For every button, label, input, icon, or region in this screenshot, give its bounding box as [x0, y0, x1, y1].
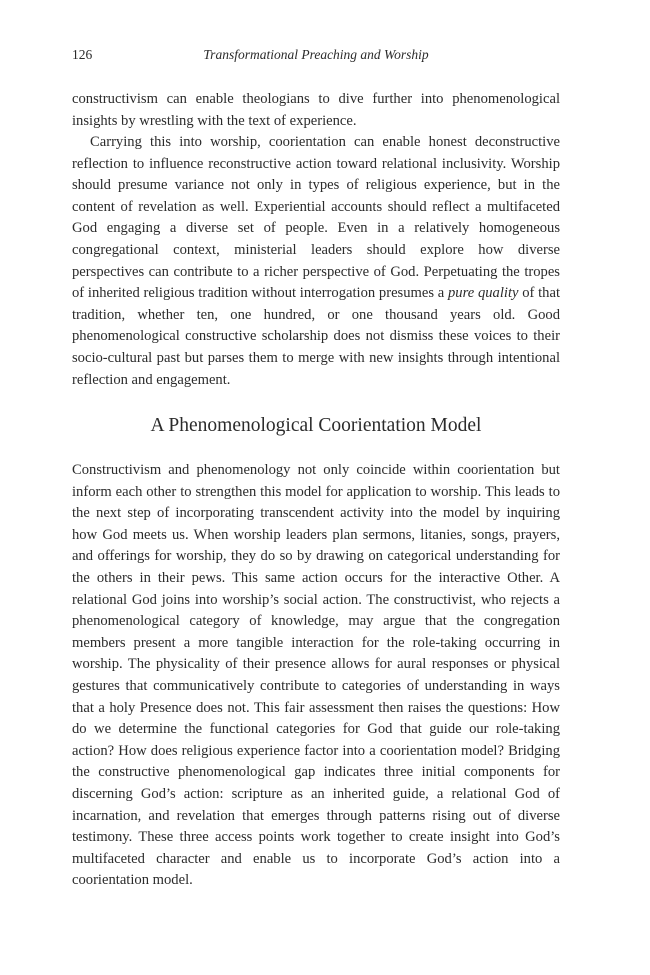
- paragraph-text: Constructivism and phenomenology not only coincide within coorientation but inform each other to strengthen this model for application to worship. This leads to the next step of incorporating transcendent activity into the model by inquiring how God meets us. When worship leaders plan sermons, litanies, songs, prayers, and offerings for worship, they do so by drawing on categorical understanding for the others in their pews. This same action occurs for the interactive Other. A relational God joins into worship’s social action. The constructivist, who rejects a phenomenological category of knowledge, may argue that the congregation members present a more tangible interaction for the role-taking occurring in worship. The physicality of their presence allows for aural responses or physical gestures that communicatively contribute to categories of understanding in ways that a holy Presence does not. This fair assessment then raises the questions: How do we determine the functional categories for God that guide our role-taking action? How does religious experience factor into a coorientation model? Bridging the constructive phenomenological gap indicates three initial components for discerning God’s action: scripture as an inherited guide, a relational God of incarnation, and revelation that emerges through patterns rising out of diverse testimony. These three access points work together to create insight into God’s multifaceted character and enable us to incorporate God’s action into a coorientation model.: [72, 462, 560, 889]
- running-title: Transformational Preaching and Worship: [203, 47, 429, 62]
- paragraph-text: [72, 132, 560, 391]
- emphasis-pure-quality: pure quality: [448, 285, 519, 302]
- paragraph-text-before: Carrying this into worship, coorientation can enable honest deconstructive reflection to influence reconstructive action toward relational inclusivity. Worship should presume variance not only in types of religious experience, but in the content of revelation as well. Experiential accounts should reflect a multifaceted God engaging a diverse set of people. Even in a relatively homogeneous congregational context, ministerial leaders should explore how diverse perspectives can contribute to a richer perspective of God. Perpetuating the tropes of inherited religious tradition without interrogation presumes a: [72, 134, 560, 302]
- page-number: 126: [72, 47, 93, 62]
- paragraph-text: constructivism can enable theologians to dive further into phenomenological insights by wrestling with the text of experience.: [72, 91, 560, 129]
- paragraph-worship-reflection: [72, 132, 560, 391]
- paragraph-coorientation-model: [72, 460, 560, 892]
- paragraph-text-after: of that tradition, whether ten, one hundred, or one thousand years old. Good phenomenological constructive scholarship does not dismiss these voices to their socio-cultural past but parses them to merge with new insights through intentional reflection and engagement.: [72, 285, 560, 388]
- running-header: [72, 44, 560, 66]
- paragraph-continuation: [72, 89, 560, 132]
- section-heading: A Phenomenological Coorientation Model: [150, 415, 482, 436]
